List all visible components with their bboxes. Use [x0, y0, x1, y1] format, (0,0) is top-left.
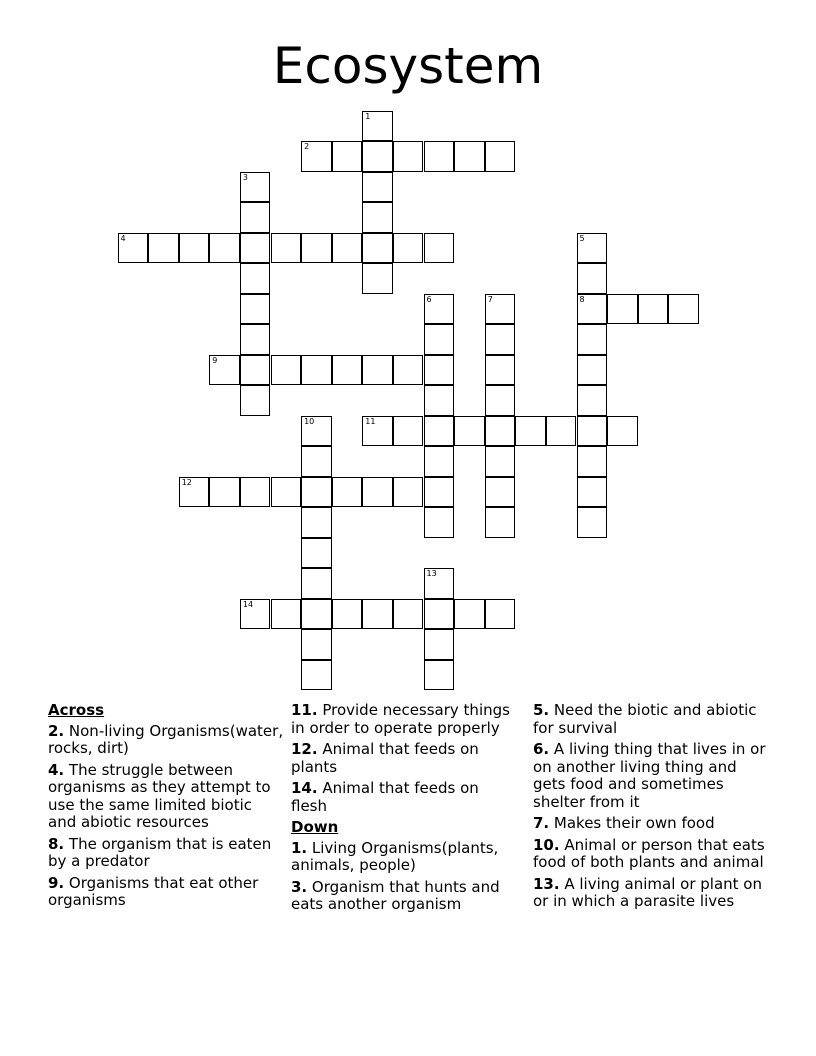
- grid-cell[interactable]: [577, 446, 608, 477]
- grid-cell[interactable]: [424, 507, 455, 538]
- grid-cell[interactable]: [362, 172, 393, 203]
- grid-cell[interactable]: [301, 446, 332, 477]
- grid-cell[interactable]: [301, 477, 332, 508]
- grid-cell[interactable]: [301, 141, 332, 172]
- grid-cell[interactable]: [332, 599, 363, 630]
- clue-text: Non-living Organisms(water, rocks, dirt): [48, 721, 284, 757]
- down-clue-list: [291, 840, 519, 914]
- across-clue-list: [48, 723, 284, 910]
- down-heading: Down: [291, 818, 339, 836]
- grid-cell[interactable]: [424, 385, 455, 416]
- grid-cell[interactable]: [332, 233, 363, 264]
- grid-cell[interactable]: [577, 507, 608, 538]
- grid-cell[interactable]: [271, 477, 302, 508]
- clue-number: 1: [365, 111, 371, 121]
- clue-number-label: 1.: [291, 838, 308, 857]
- across-clue: [291, 780, 519, 815]
- grid-cell[interactable]: [577, 416, 608, 447]
- grid-cell[interactable]: [546, 416, 577, 447]
- grid-cell[interactable]: [485, 385, 516, 416]
- clue-text: Living Organisms(plants, animals, people): [291, 838, 499, 874]
- grid-cell[interactable]: [577, 477, 608, 508]
- grid-cell[interactable]: [485, 507, 516, 538]
- clue-number-label: 4.: [48, 760, 65, 779]
- grid-cell[interactable]: [240, 294, 271, 325]
- clue-number-label: 2.: [48, 721, 65, 740]
- clue-number: 14: [242, 599, 254, 609]
- grid-cell[interactable]: [240, 385, 271, 416]
- grid-cell[interactable]: [362, 355, 393, 386]
- grid-cell[interactable]: [332, 477, 363, 508]
- grid-cell[interactable]: [301, 629, 332, 660]
- grid-cell[interactable]: [209, 355, 240, 386]
- grid-cell[interactable]: [515, 416, 546, 447]
- clues-column-1: [48, 702, 284, 914]
- across-clue: [48, 762, 284, 832]
- across-clue: [48, 723, 284, 758]
- grid-cell[interactable]: [485, 141, 516, 172]
- clue-number-label: 13.: [533, 874, 560, 893]
- clue-number-label: 11.: [291, 701, 318, 719]
- clue-text: A living animal or plant on or in which a parasite lives: [533, 874, 762, 910]
- clue-number: 13: [426, 569, 437, 578]
- grid-cell[interactable]: [362, 233, 393, 264]
- grid-cell[interactable]: [301, 233, 332, 264]
- grid-cell[interactable]: [607, 416, 638, 447]
- grid-cell[interactable]: [271, 233, 302, 264]
- grid-cell[interactable]: [240, 599, 271, 630]
- clue-number-label: 14.: [291, 779, 318, 797]
- grid-cell[interactable]: [485, 416, 516, 447]
- grid-cell[interactable]: [577, 355, 608, 386]
- grid-cell[interactable]: [577, 263, 608, 294]
- grid-cell[interactable]: [424, 629, 455, 660]
- grid-cell[interactable]: [362, 416, 393, 447]
- grid-cell[interactable]: [271, 355, 302, 386]
- clue-text: Need the biotic and abiotic for survival: [533, 701, 757, 737]
- grid-cell[interactable]: [362, 599, 393, 630]
- grid-cell[interactable]: [485, 446, 516, 477]
- grid-cell[interactable]: [424, 324, 455, 355]
- grid-cell[interactable]: [424, 568, 455, 599]
- grid-cell[interactable]: [362, 141, 393, 172]
- grid-cell[interactable]: [668, 294, 699, 325]
- down-clue: [533, 837, 769, 872]
- grid-cell[interactable]: [577, 324, 608, 355]
- clue-text: Provide necessary things in order to operate properly: [291, 701, 510, 737]
- clue-number: 4: [120, 233, 126, 243]
- grid-cell[interactable]: [485, 599, 516, 630]
- grid-cell[interactable]: [209, 477, 240, 508]
- grid-cell[interactable]: [424, 233, 455, 264]
- grid-cell[interactable]: [393, 233, 424, 264]
- clue-text: Organism that hunts and eats another organism: [291, 877, 500, 913]
- grid-cell[interactable]: [424, 599, 455, 630]
- grid-cell[interactable]: [301, 660, 332, 691]
- clue-number: 6: [426, 294, 432, 304]
- grid-cell[interactable]: [362, 477, 393, 508]
- grid-cell[interactable]: [240, 477, 271, 508]
- grid-cell[interactable]: [454, 141, 485, 172]
- grid-cell[interactable]: [424, 294, 455, 325]
- grid-cell[interactable]: [271, 599, 302, 630]
- grid-cell[interactable]: [240, 172, 271, 203]
- grid-cell[interactable]: [301, 599, 332, 630]
- clue-text: Organisms that eat other organisms: [48, 873, 259, 909]
- grid-cell[interactable]: [454, 599, 485, 630]
- clue-number-label: 12.: [291, 740, 318, 758]
- grid-cell[interactable]: [485, 294, 516, 325]
- grid-cell[interactable]: [240, 202, 271, 233]
- clue-number: 9: [212, 355, 218, 365]
- clue-text: The struggle between organisms as they attempt to use the same limited biotic and abiotic resources: [48, 760, 271, 831]
- clues-column-3: [533, 702, 769, 915]
- down-clue: [533, 876, 769, 911]
- down-clue: [533, 702, 769, 737]
- clue-number: 11: [365, 416, 376, 426]
- grid-cell[interactable]: [179, 477, 210, 508]
- across-clue: [291, 741, 519, 776]
- clue-number-label: 6.: [533, 740, 550, 758]
- grid-cell[interactable]: [179, 233, 210, 264]
- grid-cell[interactable]: [301, 538, 332, 569]
- grid-cell[interactable]: [332, 355, 363, 386]
- grid-cell[interactable]: [424, 416, 455, 447]
- grid-cell[interactable]: [362, 111, 393, 142]
- grid-cell[interactable]: [424, 141, 455, 172]
- clue-text: Animal that feeds on flesh: [291, 779, 479, 815]
- grid-cell[interactable]: [638, 294, 669, 325]
- grid-cell[interactable]: [485, 355, 516, 386]
- clue-number-label: 5.: [533, 701, 550, 719]
- grid-cell[interactable]: [240, 324, 271, 355]
- across-clue: [48, 875, 284, 910]
- grid-cell[interactable]: [393, 355, 424, 386]
- grid-cell[interactable]: [393, 141, 424, 172]
- clue-number-label: 7.: [533, 814, 550, 832]
- grid-cell[interactable]: [577, 294, 608, 325]
- down-clue: [533, 815, 769, 833]
- grid-cell[interactable]: [424, 477, 455, 508]
- grid-cell[interactable]: [424, 355, 455, 386]
- clue-number-label: 3.: [291, 877, 308, 896]
- clue-text: Makes their own food: [549, 814, 715, 832]
- across-clue: [291, 702, 519, 737]
- clue-number-label: 10.: [533, 835, 560, 854]
- grid-cell[interactable]: [424, 446, 455, 477]
- grid-cell[interactable]: [393, 416, 424, 447]
- clue-number: 12: [181, 477, 192, 487]
- down-clue-list-continued: [533, 702, 769, 911]
- across-heading: Across: [48, 701, 105, 719]
- clues-column-2: [291, 702, 519, 918]
- grid-cell[interactable]: [362, 263, 393, 294]
- grid-cell[interactable]: [607, 294, 638, 325]
- clue-number: 7: [487, 294, 493, 304]
- grid-cell[interactable]: [301, 507, 332, 538]
- clue-number: 10: [304, 416, 315, 426]
- grid-cell[interactable]: [301, 568, 332, 599]
- grid-cell[interactable]: [301, 355, 332, 386]
- down-clue: [291, 840, 519, 875]
- clue-number-label: 9.: [48, 873, 65, 892]
- grid-cell[interactable]: [485, 477, 516, 508]
- grid-cell[interactable]: [332, 141, 363, 172]
- grid-cell[interactable]: [485, 324, 516, 355]
- grid-cell[interactable]: [424, 660, 455, 691]
- across-clue-list-continued: [291, 702, 519, 815]
- clue-number: 2: [304, 142, 310, 151]
- grid-cell[interactable]: [362, 202, 393, 233]
- grid-cell[interactable]: [240, 263, 271, 294]
- down-clue: [533, 741, 769, 811]
- down-clue: [291, 879, 519, 914]
- clue-number-label: 8.: [48, 834, 65, 853]
- clue-text: Animal or person that eats food of both plants and animal: [533, 835, 765, 871]
- grid-cell[interactable]: [577, 233, 608, 264]
- clue-number: 3: [242, 172, 248, 182]
- clue-text: The organism that is eaten by a predator: [48, 834, 272, 870]
- puzzle-title: Ecosystem: [272, 37, 544, 95]
- grid-cell[interactable]: [393, 477, 424, 508]
- grid-cell[interactable]: [240, 355, 271, 386]
- grid-cell[interactable]: [301, 416, 332, 447]
- clue-number: 5: [579, 233, 585, 243]
- grid-cell[interactable]: [148, 233, 179, 264]
- grid-cell[interactable]: [577, 385, 608, 416]
- clue-text: Animal that feeds on plants: [291, 740, 479, 776]
- grid-cell[interactable]: [454, 416, 485, 447]
- clue-text: A living thing that lives in or on another living thing and gets food and sometimes shelter from it: [533, 740, 766, 811]
- across-clue: [48, 836, 284, 871]
- clue-number: 8: [579, 294, 585, 304]
- grid-cell[interactable]: [209, 233, 240, 264]
- grid-cell[interactable]: [393, 599, 424, 630]
- grid-cell[interactable]: [240, 233, 271, 264]
- grid-cell[interactable]: [118, 233, 149, 264]
